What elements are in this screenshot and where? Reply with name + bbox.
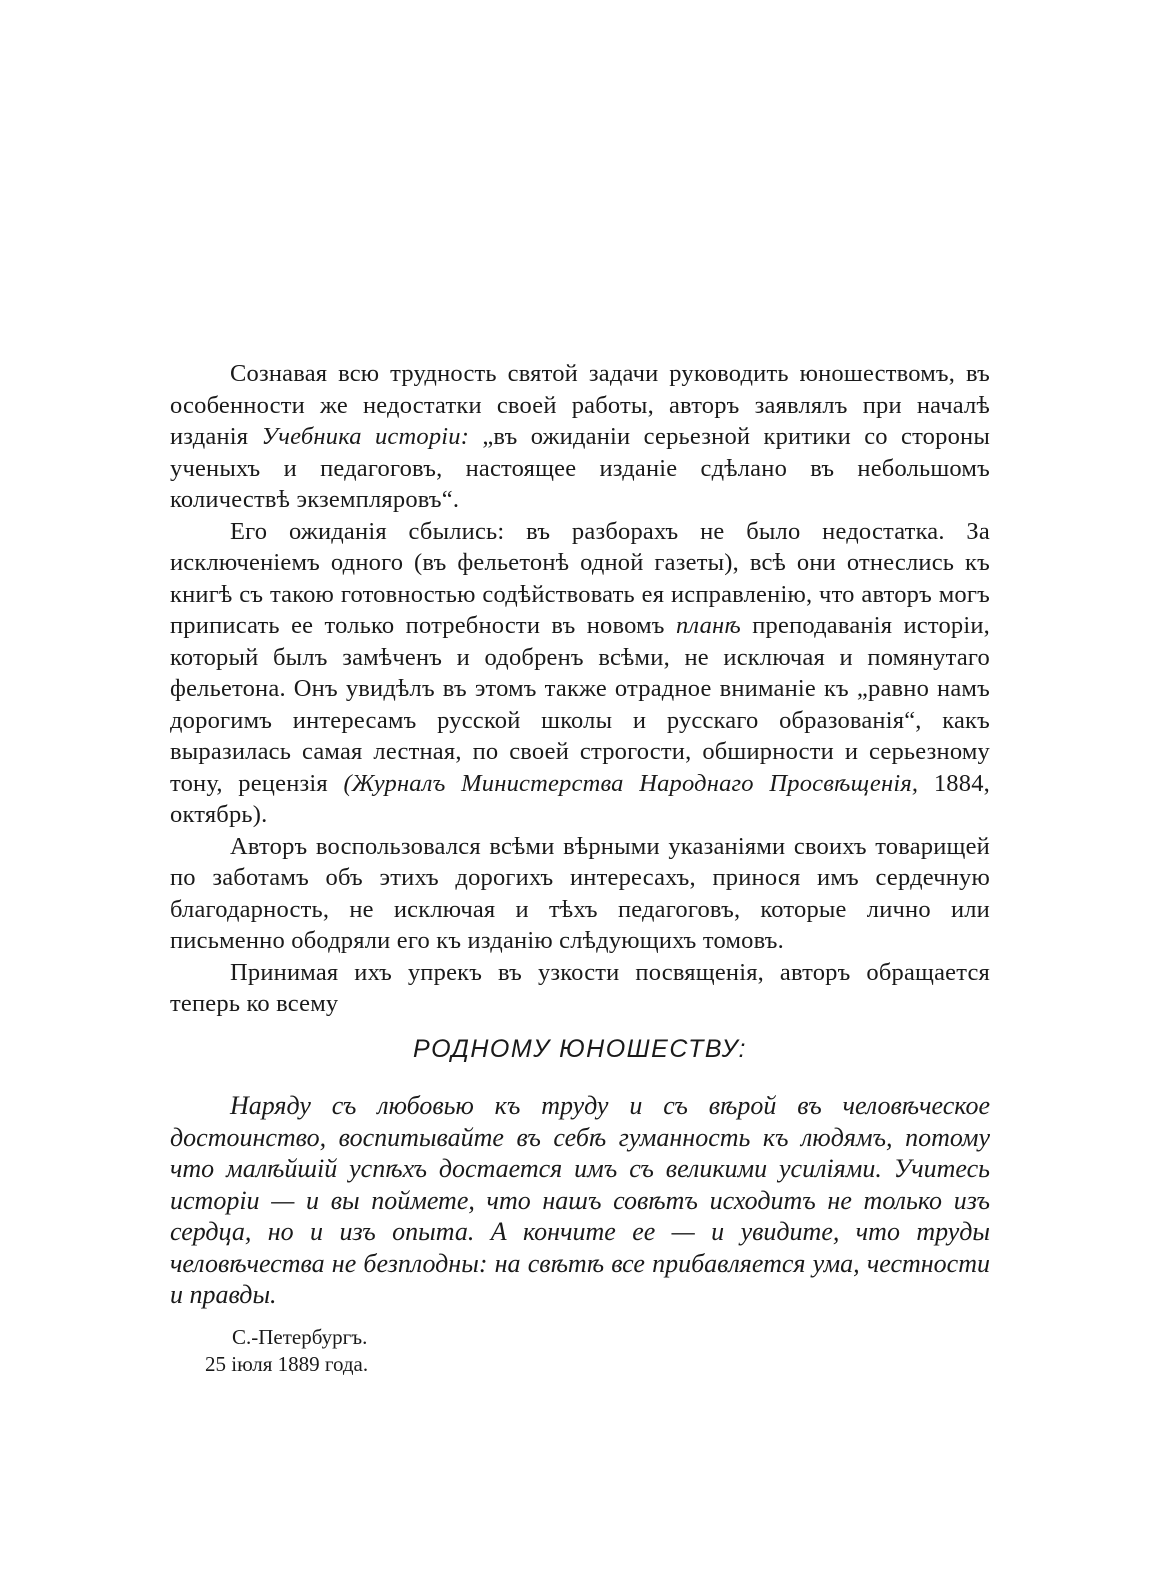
book-title-italic: Учебника исторіи:	[261, 423, 470, 450]
dedication-text: Наряду съ любовью къ труду и съ вѣрой въ человѣческое достоинство, воспитывайте въ себѣ гуманность къ людямъ, потому что малѣйшій успѣхъ достается имъ съ великими усиліями. Учитесь исторіи — и вы поймете, что нашъ совѣтъ исходитъ не только изъ сердца, но и изъ опыта. А кончите ее — и увидите, что труды человѣчества не безплодны: на свѣтѣ все прибавляется ума, честности и правды.	[170, 1091, 990, 1309]
paragraph-4: Принимая ихъ упрекъ въ узкости посвященія, авторъ обращается теперь ко всему	[170, 958, 990, 1017]
paragraph-1: Сознавая всю трудность святой задачи руководить юношествомъ, въ особенности же недостатки своей работы, авторъ заявлялъ при началѣ изданія Учебника исторіи: „въ ожиданіи серьезной критики со стороны ученыхъ и педагоговъ, настоящее изданіе сдѣлано въ небольшомъ количествѣ экземпляровъ“.	[170, 360, 991, 513]
signature-date: 25 іюля 1889 года.	[205, 1352, 369, 1376]
plan-italic: планѣ	[675, 612, 741, 639]
dedication-heading: РОДНОМУ ЮНОШЕСТВУ:	[412, 1035, 747, 1063]
paragraph-2: Его ожиданія сбылись: въ разборахъ не было недостатка. За исключеніемъ одного (въ фельетонѣ одной газеты), всѣ они отнеслись къ книгѣ съ такою готовностью содѣйствовать ея исправленію, что авторъ могъ приписать ее только потребности въ новомъ планѣ преподаванія исторіи, который былъ замѣченъ и одобренъ всѣми, не исключая и помянутаго фельетона. Онъ увидѣлъ въ этомъ также отрадное вниманіе къ „равно намъ дорогимъ интересамъ русской школы и русскаго образованія“, какъ выразилась самая лестная, по своей строгости, обширности и серьезному тону, рецензія (Журналъ Министерства Народнаго Просвѣщенія, 1884, октябрь).	[170, 517, 990, 828]
preface-text	[170, 358, 990, 1020]
journal-citation-italic: (Журналъ Министерства Народнаго Просвѣщенія,	[343, 769, 919, 797]
signature-place: С.-Петербургъ.	[232, 1325, 368, 1349]
paragraph-3: Авторъ воспользовался всѣми вѣрными указаніями своихъ товарищей по заботамъ объ этихъ дорогихъ интересахъ, принося имъ сердечную благодарность, не исключая и тѣхъ педагоговъ, которые лично или письменно ободряли его къ изданію слѣдующихъ томовъ.	[170, 832, 990, 954]
